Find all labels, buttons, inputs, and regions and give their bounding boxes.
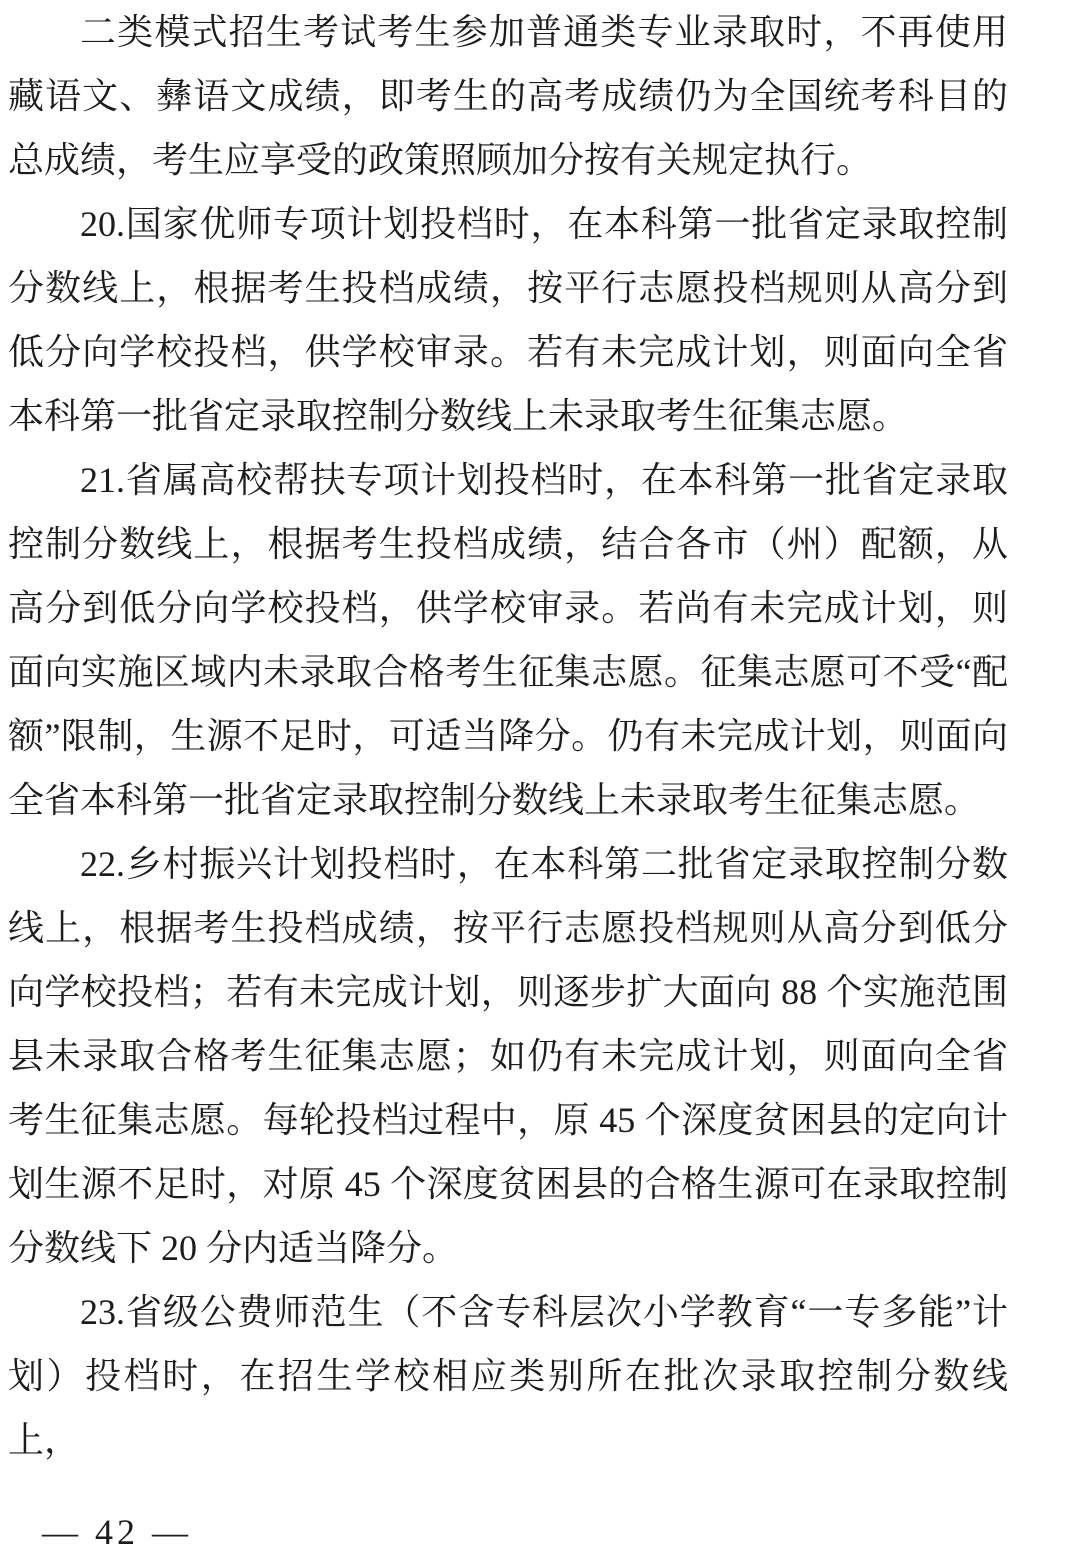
paragraph-item-22: 22.乡村振兴计划投档时，在本科第二批省定录取控制分数线上，根据考生投档成绩，按平行志愿投档规则从高分到低分向学校投档；若有未完成计划，则逐步扩大面向 88 个实施范围县未录取合格考生征集志愿；如仍有未完成计划，则面向全省考生征集志愿。每轮投档过程中，原 45 个深度贫困县的定向计划生源不足时，对原 45 个深度贫困县的合格生源可在录取控制分数线下 20 分内适当降分。 (8, 844, 1008, 1268)
page-number: — 42 — (42, 1512, 192, 1552)
paragraph-item-20: 20.国家优师专项计划投档时，在本科第一批省定录取控制分数线上，根据考生投档成绩，按平行志愿投档规则从高分到低分向学校投档，供学校审录。若有未完成计划，则面向全省本科第一批省定录取控制分数线上未录取考生征集志愿。 (8, 204, 1008, 436)
paragraph-intro-continuation: 二类模式招生考试考生参加普通类专业录取时，不再使用藏语文、彝语文成绩，即考生的高考成绩仍为全国统考科目的总成绩，考生应享受的政策照顾加分按有关规定执行。 (8, 12, 1008, 180)
paragraph-item-23: 23.省级公费师范生（不含专科层次小学教育“一专多能”计划）投档时，在招生学校相应类别所在批次录取控制分数线上， (8, 1292, 1008, 1460)
paragraph-item-21: 21.省属高校帮扶专项计划投档时，在本科第一批省定录取控制分数线上，根据考生投档成绩，结合各市（州）配额，从高分到低分向学校投档，供学校审录。若尚有未完成计划，则面向实施区域内未录取合格考生征集志愿。征集志愿可不受“配额”限制，生源不足时，可适当降分。仍有未完成计划，则面向全省本科第一批省定录取控制分数线上未录取考生征集志愿。 (8, 460, 1008, 820)
